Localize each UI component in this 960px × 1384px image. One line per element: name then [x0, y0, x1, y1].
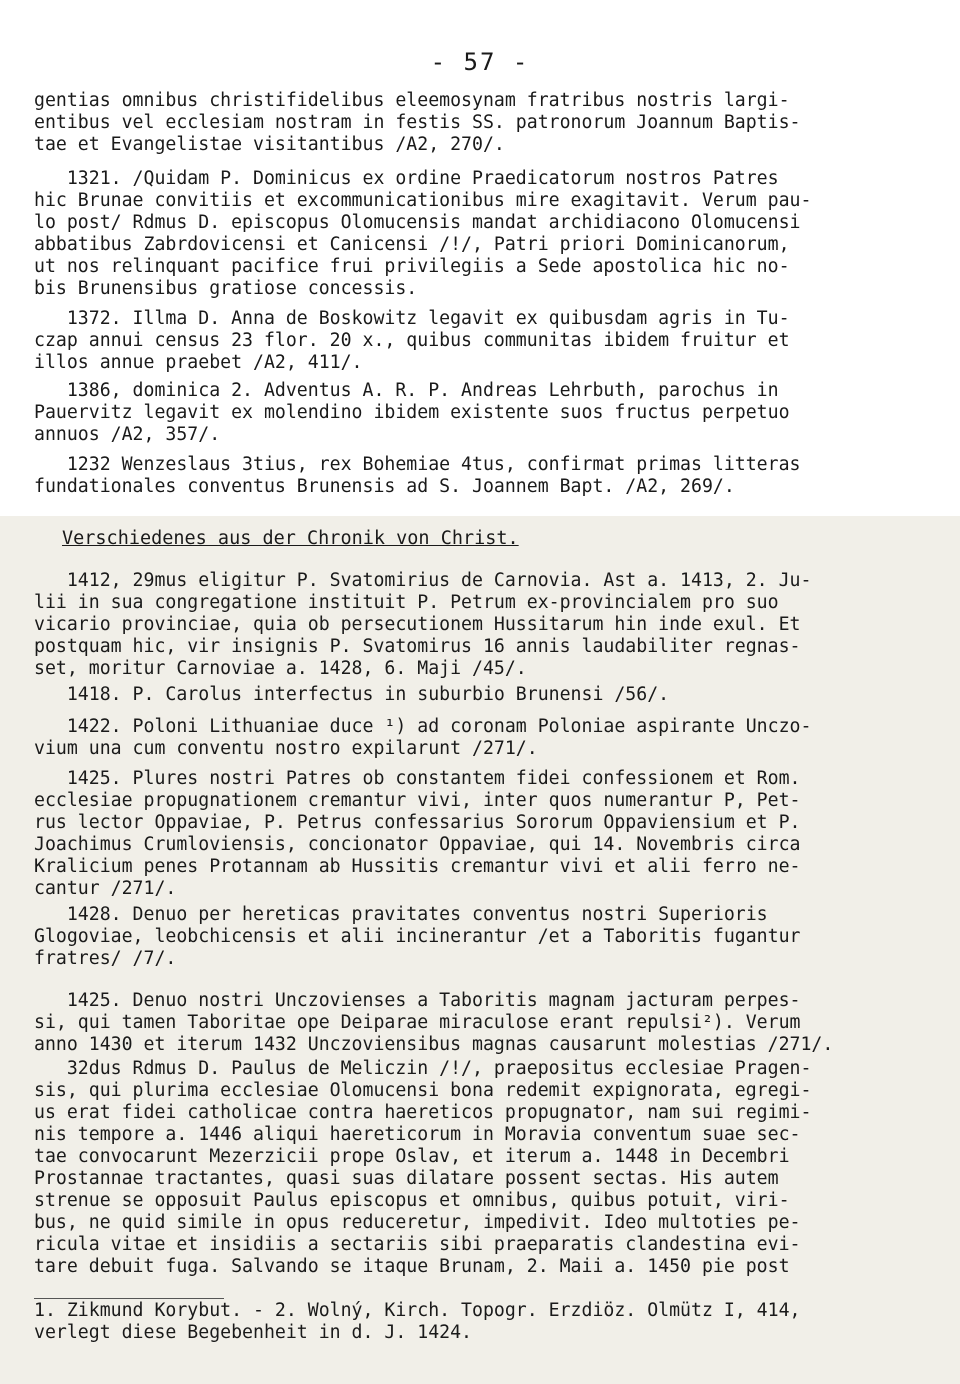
paragraph-1422: [34, 716, 934, 760]
paragraph-1425a: [34, 768, 934, 900]
footnote-line: 1. Zikmund Korybut. - 2. Wolný, Kirch. Topogr. Erzdiöz. Olmütz I, 414,: [34, 1300, 801, 1321]
text-line: abbatibus Zabrdovicensi et Canicensi /!/, Patri priori Dominicanorum,: [34, 234, 790, 255]
text-line: si, qui tamen Taboritae ope Deiparae miraculose erant repulsi²). Verum: [34, 1012, 801, 1033]
paragraph-1386: [34, 380, 934, 446]
text-line: set, moritur Carnoviae a. 1428, 6. Maji /45/.: [34, 658, 527, 679]
text-line: 1372. Illma D. Anna de Boskowitz legavit ex quibusdam agris in Tu-: [34, 308, 790, 329]
text-line: postquam hic, vir insignis P. Svatomirus 16 annis laudabiliter regnas-: [34, 636, 801, 657]
footnote-line: verlegt diese Begebenheit in d. J. 1424.: [34, 1322, 472, 1343]
text-line: fundationales conventus Brunensis ad S. Joannem Bapt. /A2, 269/.: [34, 476, 735, 497]
section-heading: Verschiedenes aus der Chronik von Christ.: [62, 528, 519, 549]
text-line: cantur /271/.: [34, 878, 177, 899]
text-line: hic Brunae convitiis et excommunicationibus mire exagitavit. Verum pau-: [34, 190, 812, 211]
paragraph-1425b: [34, 990, 934, 1056]
text-line: us erat fidei catholicae contra haereticos propugnator, nam sui regimi-: [34, 1102, 812, 1123]
text-line: illos annue praebet /A2, 411/.: [34, 352, 363, 373]
paragraph-1232: [34, 454, 934, 498]
text-line: gentias omnibus christifidelibus eleemosynam fratribus nostris largi-: [34, 90, 790, 111]
text-line: 1412, 29mus eligitur P. Svatomirius de Carnovia. Ast a. 1413, 2. Ju-: [34, 570, 812, 591]
text-line: 1386, dominica 2. Adventus A. R. P. Andreas Lehrbuth, parochus in: [34, 380, 779, 401]
text-line: Prostannae tractantes, quasi suas dilatare possent sectas. His autem: [34, 1168, 779, 1189]
paragraph-1372: [34, 308, 934, 374]
text-line: entibus vel ecclesiam nostram in festis SS. patronorum Joannum Baptis-: [34, 112, 801, 133]
text-line: lii in sua congregatione instituit P. Petrum ex-provincialem pro suo: [34, 592, 779, 613]
text-line: Pauervitz legavit ex molendino ibidem existente suos fructus perpetuo: [34, 402, 790, 423]
text-line: tare debuit fuga. Salvando se itaque Brunam, 2. Maii a. 1450 pie post: [34, 1256, 790, 1277]
paragraph-1428: [34, 904, 934, 970]
paragraph-alms: [34, 90, 934, 156]
text-line: ut nos relinquant pacifice frui privilegiis a Sede apostolica hic no-: [34, 256, 790, 277]
text-line: 1418. P. Carolus interfectus in suburbio Brunensi /56/.: [34, 684, 670, 705]
text-line: ecclesiae propugnationem cremantur vivi, inter quos numerantur P, Pet-: [34, 790, 801, 811]
text-line: ricula vitae et insidiis a sectariis sibi praeparatis clandestina evi-: [34, 1234, 801, 1255]
footnote-divider: [34, 1298, 224, 1299]
text-line: nis tempore a. 1446 aliqui haereticorum in Moravia conventum suae sec-: [34, 1124, 801, 1145]
paragraph-paulus: [34, 1058, 934, 1278]
text-line: tae et Evangelistae visitantibus /A2, 270/.: [34, 134, 505, 155]
paragraph-1321: [34, 168, 934, 300]
text-line: 1321. /Quidam P. Dominicus ex ordine Praedicatorum nostros Patres: [34, 168, 779, 189]
page-number: - 57 -: [430, 48, 530, 76]
text-line: Glogoviae, leobchicensis et alii incinerantur /et a Taboritis fugantur: [34, 926, 801, 947]
text-line: fratres/ /7/.: [34, 948, 177, 969]
text-line: rus lector Oppaviae, P. Petrus confessarius Sororum Oppaviensium et P.: [34, 812, 801, 833]
text-line: Joachimus Crumloviensis, concionator Oppaviae, qui 14. Novembris circa: [34, 834, 801, 855]
text-line: sis, qui plurima ecclesiae Olomucensi bona redemit expignorata, egregi-: [34, 1080, 812, 1101]
text-line: strenue se opposuit Paulus episcopus et omnibus, quibus potuit, viri-: [34, 1190, 790, 1211]
text-line: annuos /A2, 357/.: [34, 424, 221, 445]
paragraph-1412: [34, 570, 934, 680]
text-line: vium una cum conventu nostro expilarunt /271/.: [34, 738, 538, 759]
text-line: 1428. Denuo per hereticas pravitates conventus nostri Superioris: [34, 904, 768, 925]
text-line: Kralicium penes Protannam ab Hussitis cremantur vivi et alii ferro ne-: [34, 856, 801, 877]
text-line: bis Brunensibus gratiose concessis.: [34, 278, 418, 299]
text-line: tae convocarunt Mezerzicii prope Oslav, et iterum a. 1448 in Decembri: [34, 1146, 790, 1167]
text-line: bus, ne quid simile in opus reduceretur, impedivit. Ideo multoties pe-: [34, 1212, 801, 1233]
text-line: anno 1430 et iterum 1432 Unczoviensibus magnas causarunt molestias /271/.: [34, 1034, 834, 1055]
text-line: 1425. Denuo nostri Unczovienses a Taboritis magnam jacturam perpes-: [34, 990, 801, 1011]
text-line: vicario provinciae, quia ob persecutionem Hussitarum hin inde exul. Et: [34, 614, 801, 635]
footnotes: [34, 1300, 934, 1344]
text-line: 1422. Poloni Lithuaniae duce ¹) ad coronam Poloniae aspirante Unczo-: [34, 716, 812, 737]
paragraph-1418: [34, 684, 934, 706]
text-line: lo post/ Rdmus D. episcopus Olomucensis mandat archidiacono Olomucensi: [34, 212, 801, 233]
text-line: czap annui census 23 flor. 20 x., quibus communitas ibidem fruitur et: [34, 330, 790, 351]
text-line: 32dus Rdmus D. Paulus de Meliczin /!/, praepositus ecclesiae Pragen-: [34, 1058, 812, 1079]
text-line: 1425. Plures nostri Patres ob constantem fidei confessionem et Rom.: [34, 768, 801, 789]
text-line: 1232 Wenzeslaus 3tius, rex Bohemiae 4tus, confirmat primas litteras: [34, 454, 801, 475]
